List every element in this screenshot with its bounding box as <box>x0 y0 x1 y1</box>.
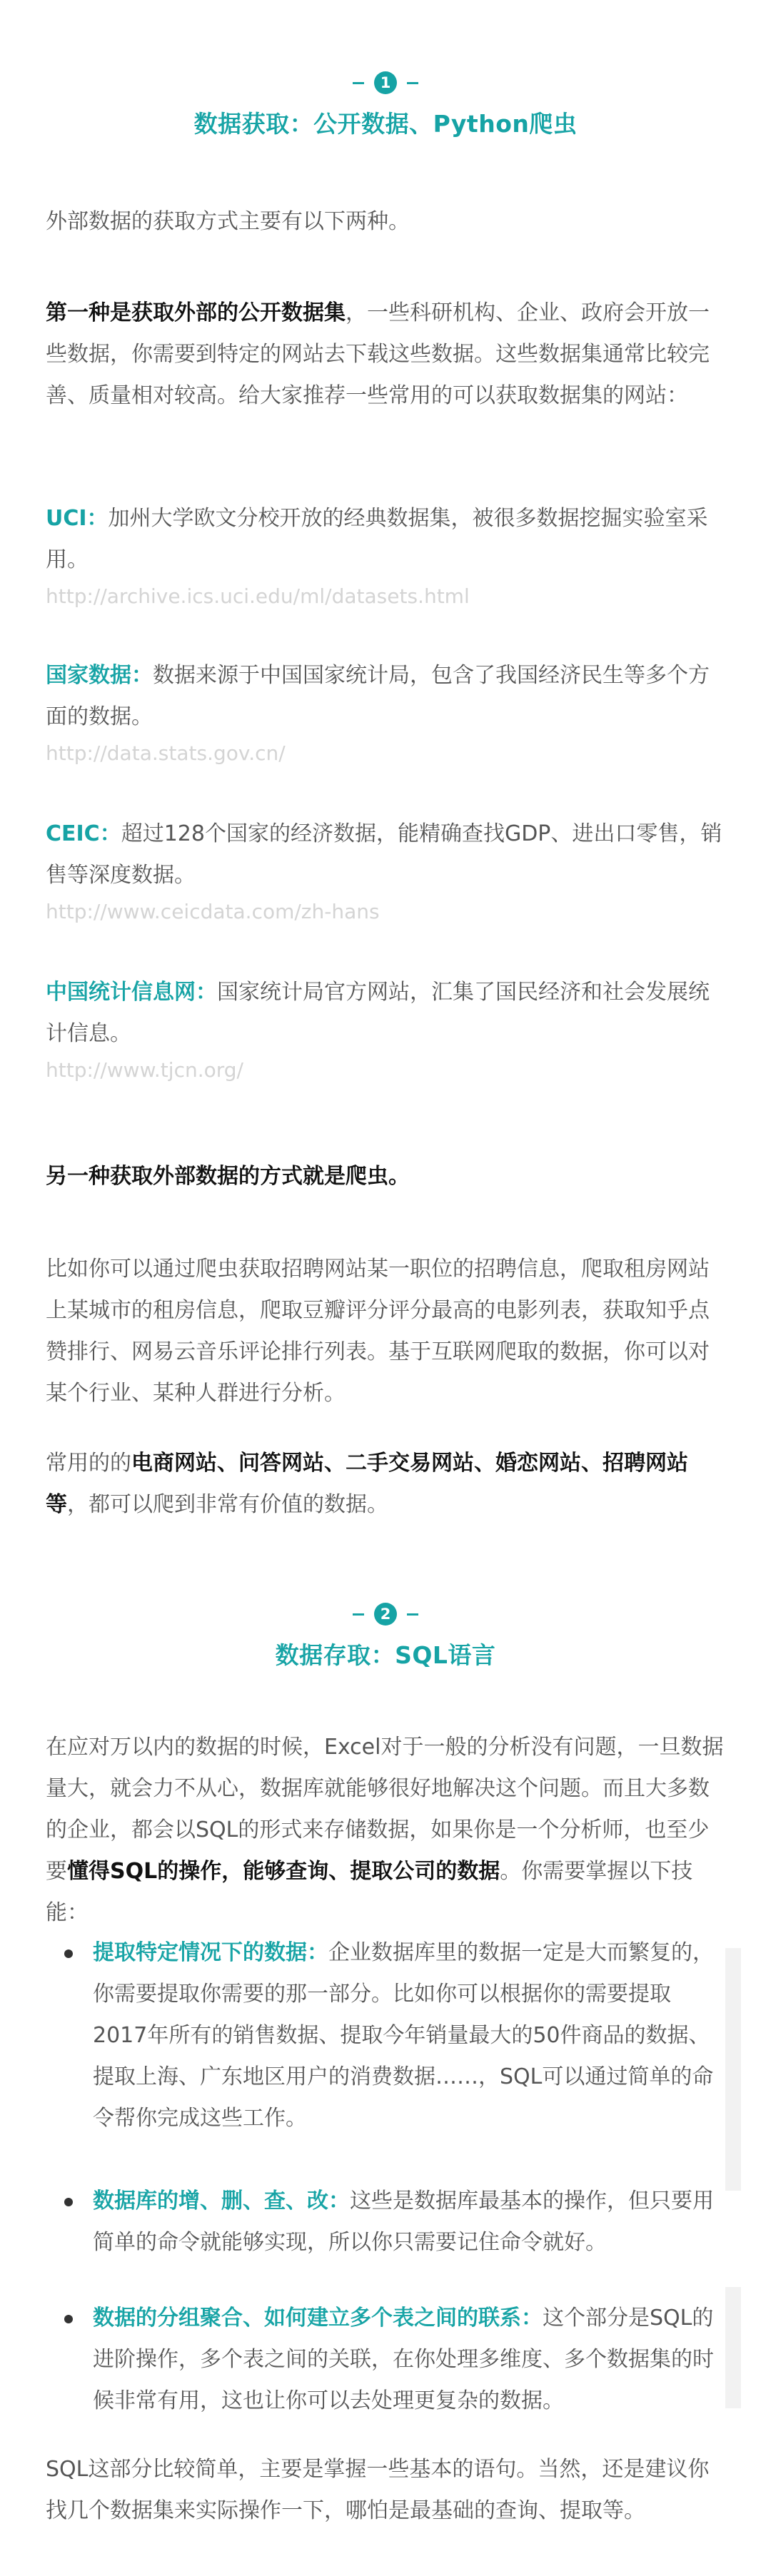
section-2-title: 数据存取：SQL语言 <box>275 1641 496 1669</box>
common-sites-bold: 电商网站、问答网站、二手交易网站、婚恋网站、招聘网站等 <box>46 1451 688 1517</box>
site-name: CEIC： <box>46 821 121 846</box>
intro-paragraph: 外部数据的获取方式主要有以下两种。 <box>46 209 410 234</box>
bullet-icon <box>64 1949 73 1958</box>
site-item <box>0 655 771 769</box>
skill-item <box>64 2181 725 2263</box>
scroll-shade <box>725 2287 741 2408</box>
site-url[interactable]: http://data.stats.gov.cn/ <box>46 741 286 765</box>
second-method-heading: 另一种获取外部数据的方式就是爬虫。 <box>46 1164 410 1189</box>
skill-title: 数据的分组聚合、如何建立多个表之间的联系： <box>93 2306 543 2331</box>
site-url[interactable]: http://www.tjcn.org/ <box>46 1058 243 1082</box>
site-desc: 数据来源于中国国家统计局，包含了我国经济民生等多个方面的数据。 <box>46 663 710 729</box>
skill-list <box>64 2298 725 2422</box>
section-2-header <box>0 1603 771 1670</box>
section-number-badge: 1 <box>374 71 397 94</box>
skill-title: 数据库的增、删、查、改： <box>93 2189 350 2214</box>
section-1-title: 数据获取：公开数据、Python爬虫 <box>193 110 578 138</box>
crawl-paragraph: 比如你可以通过爬虫获取招聘网站某一职位的招聘信息，爬取租房网站上某城市的租房信息，爬取豆瓣评分评分最高的电影列表，获取知乎点赞排行、网易云音乐评论排行列表。基于互联网爬取的数据，你可以对某个行业、某种人群进行分析。 <box>46 1257 710 1406</box>
bullet-icon <box>64 2198 73 2206</box>
section-number-badge: 2 <box>374 1603 397 1626</box>
site-name: 中国统计信息网： <box>46 980 217 1005</box>
site-url[interactable]: http://www.ceicdata.com/zh-hans <box>46 900 380 923</box>
common-sites-paragraph: 常用的的电商网站、问答网站、二手交易网站、婚恋网站、招聘网站等，都可以爬到非常有价值的数据。 <box>46 1451 688 1517</box>
skill-item <box>64 2298 725 2422</box>
skill-list <box>64 1932 725 2139</box>
site-item <box>0 972 771 1086</box>
skill-item <box>64 1932 725 2139</box>
bullet-icon <box>64 2315 73 2323</box>
sql-bold: 懂得SQL的操作，能够查询、提取公司的数据 <box>67 1859 500 1884</box>
first-method-paragraph <box>46 293 725 417</box>
closing-paragraph: SQL这部分比较简单，主要是掌握一些基本的语句。当然，还是建议你找几个数据集来实际操作一下，哪怕是最基础的查询、提取等。 <box>46 2457 710 2523</box>
site-url[interactable]: http://archive.ics.uci.edu/ml/datasets.html <box>46 584 470 608</box>
skill-desc: 这些是数据库最基本的操作，但只要用简单的命令就能够实现，所以你只需要记住命令就好。 <box>93 2189 714 2255</box>
site-name: UCI： <box>46 506 109 531</box>
skill-title: 提取特定情况下的数据： <box>93 1940 328 1965</box>
site-name: 国家数据： <box>46 663 153 688</box>
sql-paragraph: 在应对万以内的数据的时候，Excel对于一般的分析没有问题，一旦数据量大，就会力不从心，数据库就能够很好地解决这个问题。而且大多数的企业，都会以SQL的形式来存储数据，如果你是一个分析师，也至少要懂得SQL的操作，能够查询、提取公司的数据。你需要掌握以下技能： <box>46 1735 724 1925</box>
section-number <box>0 1603 771 1626</box>
skill-desc: 企业数据库里的数据一定是大而繁复的，你需要提取你需要的那一部分。比如你可以根据你的需要提取2017年所有的销售数据、提取今年销量最大的50件商品的数据、提取上海、广东地区用户的消费数据……，SQL可以通过简单的命令帮你完成这些工作。 <box>93 1940 714 2131</box>
first-method-bold: 第一种是获取外部的公开数据集 <box>46 300 346 325</box>
section-number <box>0 71 771 94</box>
site-item <box>0 498 771 612</box>
site-item <box>0 813 771 928</box>
scroll-shade <box>725 1948 741 2191</box>
site-desc: 加州大学欧文分校开放的经典数据集，被很多数据挖掘实验室采用。 <box>46 506 708 572</box>
site-desc: 超过128个国家的经济数据，能精确查找GDP、进出口零售，销售等深度数据。 <box>46 821 722 888</box>
first-method-text: ，一些科研机构、企业、政府会开放一些数据，你需要到特定的网站去下载这些数据。这些数据集通常比较完善、质量相对较高。给大家推荐一些常用的可以获取数据集的网站： <box>46 300 710 408</box>
skill-list <box>64 2181 725 2263</box>
skill-desc: 这个部分是SQL的进阶操作，多个表之间的关联，在你处理多维度、多个数据集的时候非常有用，这也让你可以去处理更复杂的数据。 <box>93 2306 714 2413</box>
site-desc: 国家统计局官方网站，汇集了国民经济和社会发展统计信息。 <box>46 980 710 1046</box>
section-1-header <box>0 71 771 139</box>
